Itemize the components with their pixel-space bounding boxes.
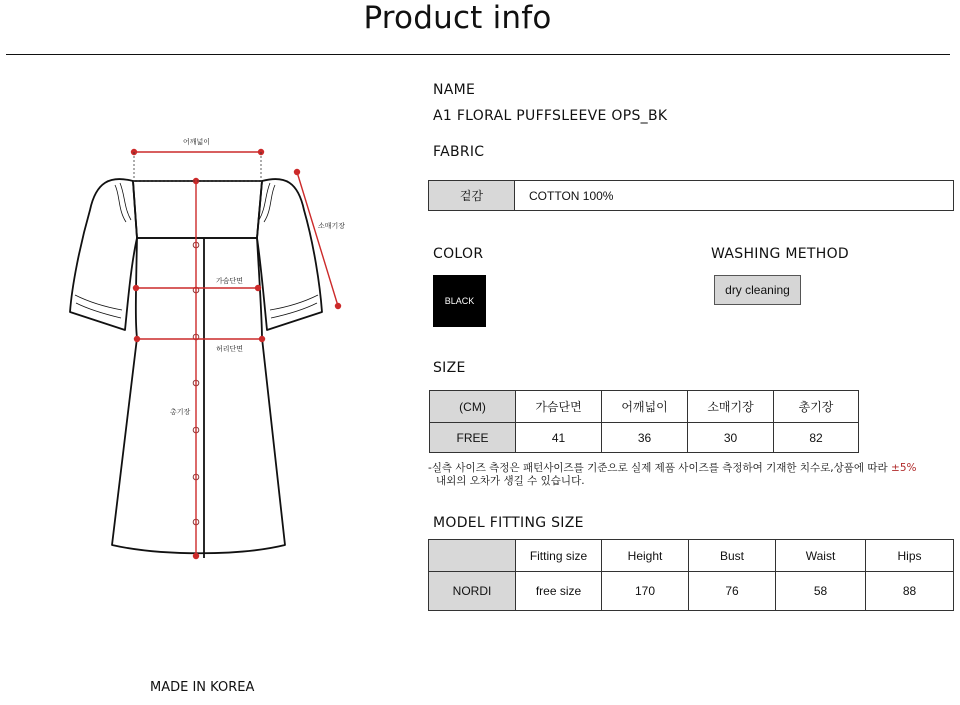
waist-label: 허리단면 [216, 345, 244, 353]
size-shoulder-value: 36 [602, 423, 688, 453]
size-note-line2: 내외의 오차가 생길 수 있습니다. [436, 475, 585, 487]
made-in-label: MADE IN KOREA [150, 680, 255, 695]
left-sleeve [70, 179, 137, 330]
size-chest-value: 41 [516, 423, 602, 453]
size-note-tolerance: ±5% [891, 462, 917, 474]
size-header-unit: (CM) [430, 391, 516, 423]
model-name: NORDI [429, 572, 516, 611]
model-table [428, 539, 954, 611]
bodice [133, 181, 262, 238]
color-swatch: BLACK [433, 275, 486, 327]
size-header-chest: 가슴단면 [516, 391, 602, 423]
washing-heading: WASHING METHOD [711, 246, 849, 262]
fabric-table [428, 180, 954, 211]
model-heading: MODEL FITTING SIZE [433, 515, 584, 531]
name-heading: NAME [433, 82, 476, 98]
size-table [429, 390, 859, 453]
model-hips-value: 88 [866, 572, 954, 611]
color-heading: COLOR [433, 246, 484, 262]
right-sleeve [257, 179, 322, 330]
page-title: Product info [363, 0, 552, 36]
sleeve-label: 소매기장 [318, 222, 346, 230]
model-header-blank [429, 540, 516, 572]
size-heading: SIZE [433, 360, 466, 376]
model-bust-value: 76 [689, 572, 776, 611]
fabric-part: 겉감 [429, 181, 515, 211]
washing-method: dry cleaning [714, 275, 801, 305]
size-header-length: 총기장 [774, 391, 859, 423]
model-fitting-value: free size [516, 572, 602, 611]
model-header-height: Height [602, 540, 689, 572]
model-header-bust: Bust [689, 540, 776, 572]
model-height-value: 170 [602, 572, 689, 611]
shoulder-label: 어깨넓이 [183, 138, 211, 146]
fabric-content: COTTON 100% [515, 181, 954, 211]
length-label: 총기장 [170, 408, 191, 416]
model-header-waist: Waist [776, 540, 866, 572]
size-row-label: FREE [430, 423, 516, 453]
size-length-value: 82 [774, 423, 859, 453]
size-sleeve-value: 30 [688, 423, 774, 453]
model-waist-value: 58 [776, 572, 866, 611]
fabric-heading: FABRIC [433, 144, 485, 160]
model-header-hips: Hips [866, 540, 954, 572]
dress-diagram [0, 0, 420, 600]
chest-label: 가슴단면 [216, 277, 244, 285]
size-note-text: -실측 사이즈 측정은 패턴사이즈를 기준으로 실제 제품 사이즈를 측정하여 기재한 치수로,상품에 따라 [428, 462, 888, 474]
model-header-fitting: Fitting size [516, 540, 602, 572]
size-header-shoulder: 어깨넓이 [602, 391, 688, 423]
product-name: A1 FLORAL PUFFSLEEVE OPS_BK [433, 108, 668, 124]
size-header-sleeve: 소매기장 [688, 391, 774, 423]
